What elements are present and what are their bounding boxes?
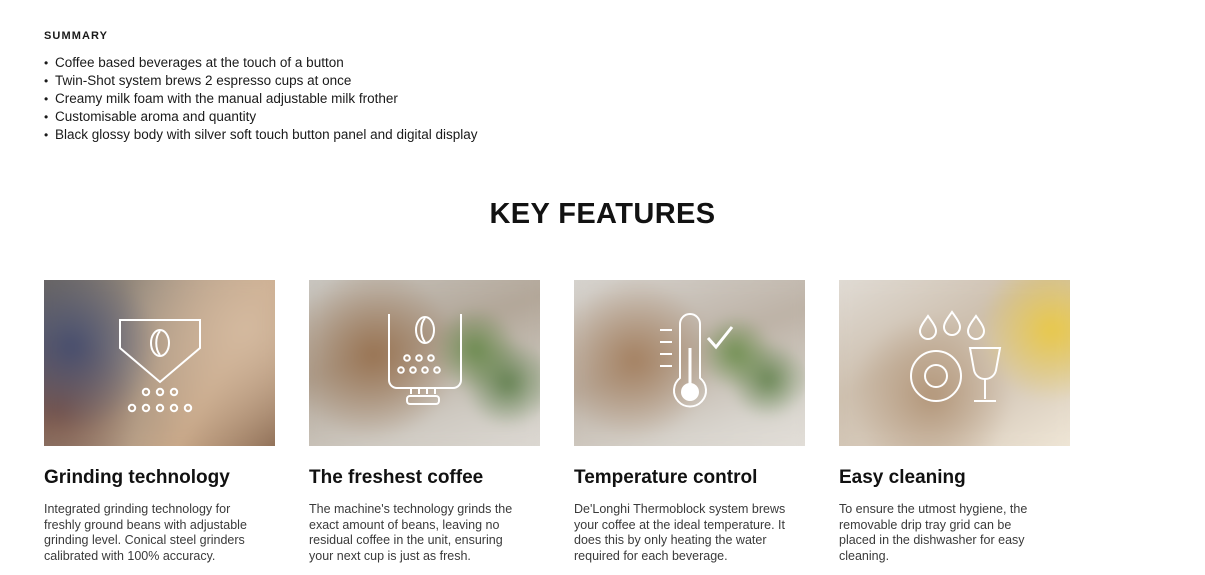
summary-section [44, 30, 1044, 144]
feature-card-grinding-technology [44, 280, 309, 564]
summary-heading: SUMMARY [44, 30, 109, 42]
dishwasher-safe-icon [839, 280, 1070, 446]
feature-heading: Temperature control [574, 467, 758, 488]
feature-body: De'Longhi Thermoblock system brews your coffee at the ideal temperature. It does this by only heating the water required for each beverage. [574, 502, 786, 563]
feature-image [574, 280, 805, 446]
feature-heading: The freshest coffee [309, 467, 484, 488]
thermometer-check-icon [574, 280, 805, 446]
key-features-row [44, 280, 1162, 564]
feature-body: The machine's technology grinds the exact amount of beans, leaving no residual coffee in the unit, ensuring your next cup is just as fresh. [309, 502, 513, 563]
feature-image [44, 280, 275, 446]
feature-heading: Grinding technology [44, 467, 230, 488]
key-features-title: KEY FEATURES [489, 198, 716, 230]
summary-bullet-list [44, 54, 1044, 144]
list-item: • Twin-Shot system brews 2 espresso cups at once [44, 72, 1044, 90]
coffee-bean-funnel-icon [44, 280, 275, 446]
feature-card-temperature-control [574, 280, 839, 564]
feature-card-freshest-coffee [309, 280, 574, 564]
list-item: • Customisable aroma and quantity [44, 108, 1044, 126]
feature-heading: Easy cleaning [839, 467, 966, 488]
feature-body: Integrated grinding technology for freshly ground beans with adjustable grinding level. Conical steel grinders calibrated with 100% accuracy. [44, 502, 247, 563]
coffee-bean-grinder-icon [309, 280, 540, 446]
list-item: • Creamy milk foam with the manual adjustable milk frother [44, 90, 1044, 108]
list-item: • Black glossy body with silver soft touch button panel and digital display [44, 126, 1044, 144]
feature-body: To ensure the utmost hygiene, the removable drip tray grid can be placed in the dishwasher for easy cleaning. [839, 502, 1028, 563]
feature-card-easy-cleaning [839, 280, 1104, 564]
feature-image [839, 280, 1070, 446]
list-item: • Coffee based beverages at the touch of a button [44, 54, 1044, 72]
feature-image [309, 280, 540, 446]
